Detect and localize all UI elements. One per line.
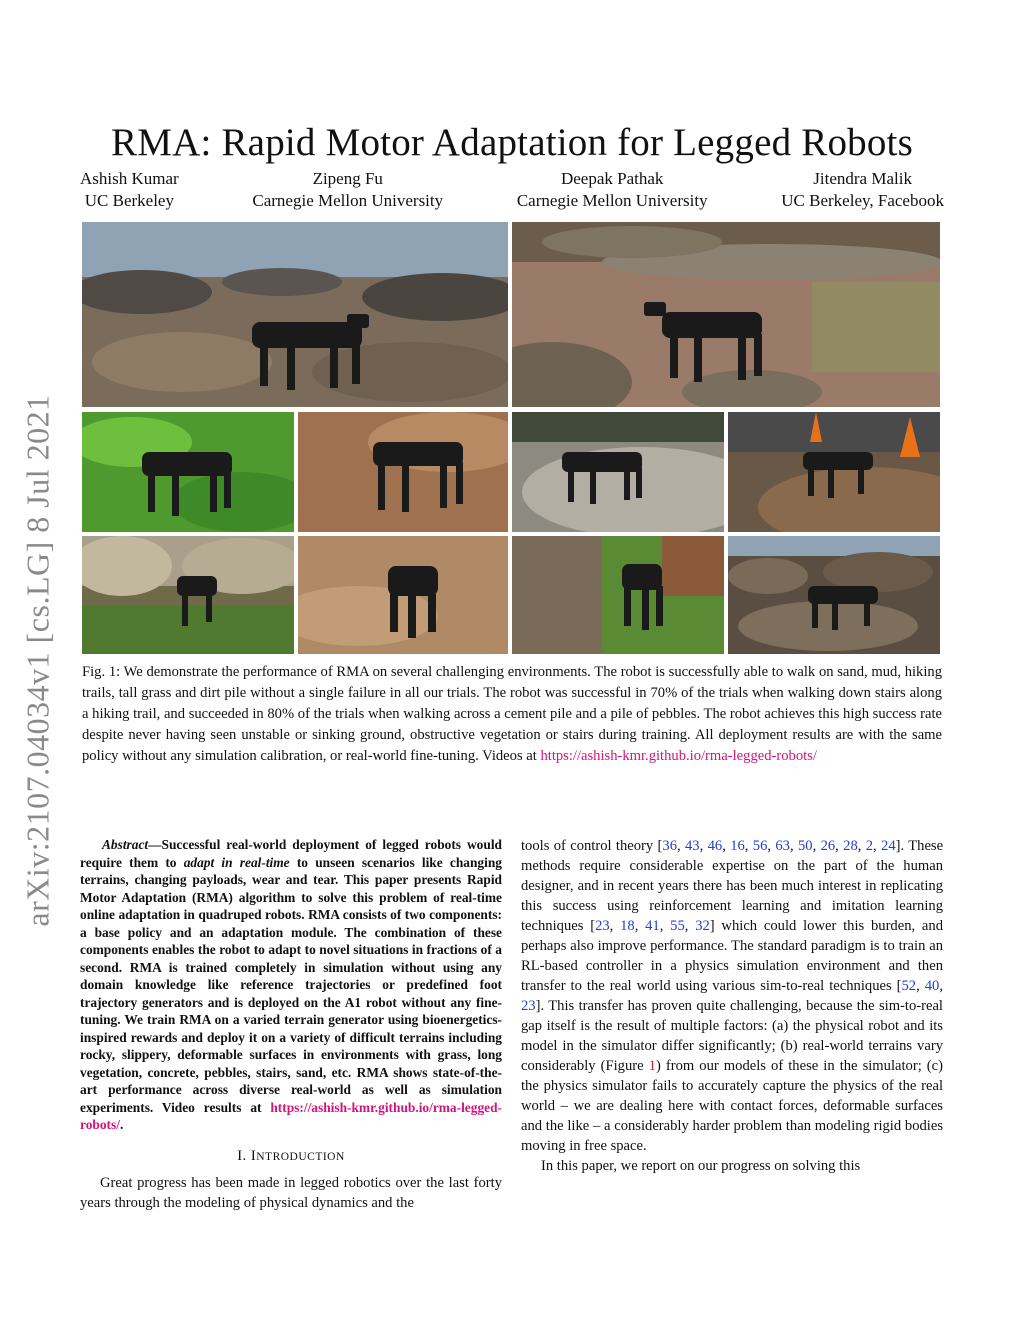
photo-mossy-slope bbox=[512, 536, 724, 654]
caption-text: Fig. 1: We demonstrate the performance of RMA on several challenging environments. The robot is successfully able to walk on sand, mud, hiking trails, tall grass and dirt pile without a single failure in all our trials. The robot was successful in 70% of the trials when walking down stairs along a hiking trail, and succeeded in 80% of the trials when walking across a cement pile and a pile of pebbles. The robot achieves this high success rate despite never having seen unstable or sinking ground, obstructive vegetation or stairs during training. All deployment results are with the same policy without any simulation calibration, or real-world fine-tuning. Videos at bbox=[82, 664, 942, 764]
text-segment: tools of control theory [ bbox=[521, 838, 663, 854]
citation[interactable]: 16 bbox=[730, 838, 745, 854]
figure-1-photo-grid bbox=[82, 222, 940, 654]
intro-paragraph-1: Great progress has been made in legged robotics over the last forty years through the modeling of physical dynamics and the bbox=[80, 1174, 502, 1211]
photo-dirt-path bbox=[298, 412, 508, 532]
citation[interactable]: 40 bbox=[924, 978, 940, 994]
abstract-text-1: Successful real-world deployment of legged robots would require them to bbox=[80, 837, 502, 870]
photo-forest-vegetation bbox=[82, 536, 294, 654]
section-number: I. bbox=[237, 1147, 251, 1164]
arxiv-identifier-stamp bbox=[18, 380, 58, 940]
arxiv-id-text: arXiv:2107.04034v1 [cs.LG] 8 Jul 2021 bbox=[19, 393, 56, 927]
intro-paragraph-2: In this paper, we report on our progress on solving this bbox=[541, 1158, 861, 1174]
text-segment: ]. These methods require considerable expertise on the part of the human designer, and in recent years there has been much interest in replicating this success using reinforcement learning and imitation learning techniques [ bbox=[521, 838, 944, 934]
abstract-text-2: to unseen scenarios like changing terrains, changing payloads, wear and tear. This paper presents Rapid Motor Adaptation (RMA) algorithm to solve this problem of real-time online adaptation in quadruped robots. RMA consists of two components: a base policy and an adaptation module. The combination of these components enables the robot to adapt to novel situations in fractions of a second. RMA is trained completely in simulation without using any domain knowledge like reference trajectories or predefined foot trajectory generators and is deployed on the A1 robot without any fine-tuning. We train RMA on a varied terrain generator using bioenergetics-inspired rewards and deploy it on a variety of difficult terrains including rocky, slippery, deformable surfaces in environments with grass, long vegetation, concrete, pebbles, stairs, sand, etc. RMA shows state-of-the-art performance across diverse real-world as well as simulation experiments. Video results at bbox=[80, 854, 502, 1115]
citation-group-1: 36, 43, 46, 16, 56, 63, 50, 26, 28, 2, 24 bbox=[662, 838, 896, 854]
photo-hiking-trail-stairs bbox=[512, 222, 940, 407]
intro-paragraph-continued bbox=[521, 836, 943, 1156]
citation[interactable]: 41 bbox=[645, 918, 660, 934]
section-heading-introduction bbox=[80, 1146, 502, 1167]
citation[interactable]: 56 bbox=[752, 838, 768, 854]
citation[interactable]: 63 bbox=[775, 838, 790, 854]
abstract-label: Abstract bbox=[102, 837, 149, 852]
section-title-first: I bbox=[250, 1147, 257, 1164]
author-name: Jitendra Malik bbox=[813, 169, 912, 188]
citation[interactable]: 52 bbox=[901, 978, 917, 994]
citation[interactable]: 18 bbox=[620, 918, 635, 934]
citation[interactable]: 24 bbox=[881, 838, 896, 854]
right-column bbox=[521, 836, 943, 1176]
author-4 bbox=[781, 168, 944, 212]
section-title-rest: NTRODUCTION bbox=[256, 1150, 345, 1163]
citation[interactable]: 2 bbox=[865, 838, 874, 854]
text-segment: ] which could lower this burden, and perhaps also improve performance. The standard paradigm is to train an RL-based controller in a physics simulation environment and then transfer to the real world using various sim-to-real techniques [ bbox=[521, 918, 944, 994]
text-segment: ]. This transfer has proven quite challenging, because the sim-to-real gap itself is the result of multiple factors: (a) the physical robot and its model in the simulator differ significantly; (b) real-world terrains vary considerably (Figure bbox=[521, 998, 943, 1074]
figure-reference[interactable]: 1 bbox=[648, 1058, 656, 1074]
author-3 bbox=[517, 168, 708, 212]
photo-cement-pile bbox=[512, 412, 724, 532]
author-2 bbox=[252, 168, 443, 212]
text-segment: ) from our models of these in the simulator; (c) the physics simulator fails to accurately capture the physics of the real world – we are dealing here with contact forces, deformable surfaces and the like – a considerably harder problem than modeling rigid bodies moving in free space. bbox=[521, 1058, 944, 1154]
abstract-end: . bbox=[119, 1117, 124, 1132]
citation-group-3: 52, 40, 23 bbox=[521, 978, 943, 1014]
citation[interactable]: 50 bbox=[797, 838, 813, 854]
photo-sand bbox=[298, 536, 508, 654]
author-affiliation: UC Berkeley bbox=[84, 191, 174, 210]
author-affiliation: UC Berkeley, Facebook bbox=[781, 191, 944, 210]
photo-dirt-pile-cones bbox=[728, 412, 940, 532]
photo-pebble-pile bbox=[728, 536, 940, 654]
citation[interactable]: 36 bbox=[662, 838, 677, 854]
citation[interactable]: 32 bbox=[695, 918, 710, 934]
figure-1-caption bbox=[82, 662, 942, 767]
citation[interactable]: 23 bbox=[521, 998, 536, 1014]
photo-rocky-shore bbox=[82, 222, 508, 407]
author-1 bbox=[80, 168, 179, 212]
caption-video-link[interactable]: https://ashish-kmr.github.io/rma-legged-robots/ bbox=[540, 748, 817, 764]
left-column bbox=[80, 836, 502, 1213]
author-affiliation: Carnegie Mellon University bbox=[516, 191, 708, 210]
abstract-video-link[interactable]: https://ashish-kmr.github.io/rma-legged-robots/ bbox=[80, 1099, 502, 1132]
citation[interactable]: 26 bbox=[820, 838, 836, 854]
citation[interactable]: 28 bbox=[843, 838, 858, 854]
paper-title: RMA: Rapid Motor Adaptation for Legged Robots bbox=[111, 121, 913, 165]
citation[interactable]: 23 bbox=[595, 918, 610, 934]
photo-tall-grass bbox=[82, 412, 294, 532]
citation[interactable]: 55 bbox=[670, 918, 685, 934]
citation[interactable]: 46 bbox=[707, 838, 723, 854]
author-block bbox=[80, 168, 944, 212]
abstract-emphasis: adapt in real-time bbox=[183, 854, 290, 870]
citation-group-2: 23, 18, 41, 55, 32 bbox=[595, 918, 710, 934]
abstract: Abstract—Successful real-world deployment of legged robots would require them to adapt in real-time to unseen scenarios like changing terrains, changing payloads, wear and tear. This paper presents Rapid Motor Adaptation (RMA) algorithm to solve this problem of real-time online adaptation in quadruped robots. RMA consists of two components: a base policy and an adaptation module. The combination of these components enables the robot to adapt to novel situations in fractions of a second. RMA is trained completely in simulation without using any domain knowledge like reference trajectories or predefined foot trajectory generators and is deployed on the A1 robot without any fine-tuning. We train RMA on a varied terrain generator using bioenergetics-inspired rewards and deploy it on a variety of difficult terrains including rocky, slippery, deformable surfaces in environments with grass, long vegetation, concrete, pebbles, stairs, sand, etc. RMA shows state-of-the-art performance across diverse real-world as well as simulation experiments. Video results at https://ashish-kmr.github.io/rma-legged-robots/. bbox=[80, 837, 502, 1132]
author-name: Ashish Kumar bbox=[80, 169, 179, 188]
author-name: Deepak Pathak bbox=[560, 169, 664, 188]
author-affiliation: Carnegie Mellon University bbox=[252, 191, 444, 210]
author-name: Zipeng Fu bbox=[312, 169, 383, 188]
citation[interactable]: 43 bbox=[685, 838, 700, 854]
